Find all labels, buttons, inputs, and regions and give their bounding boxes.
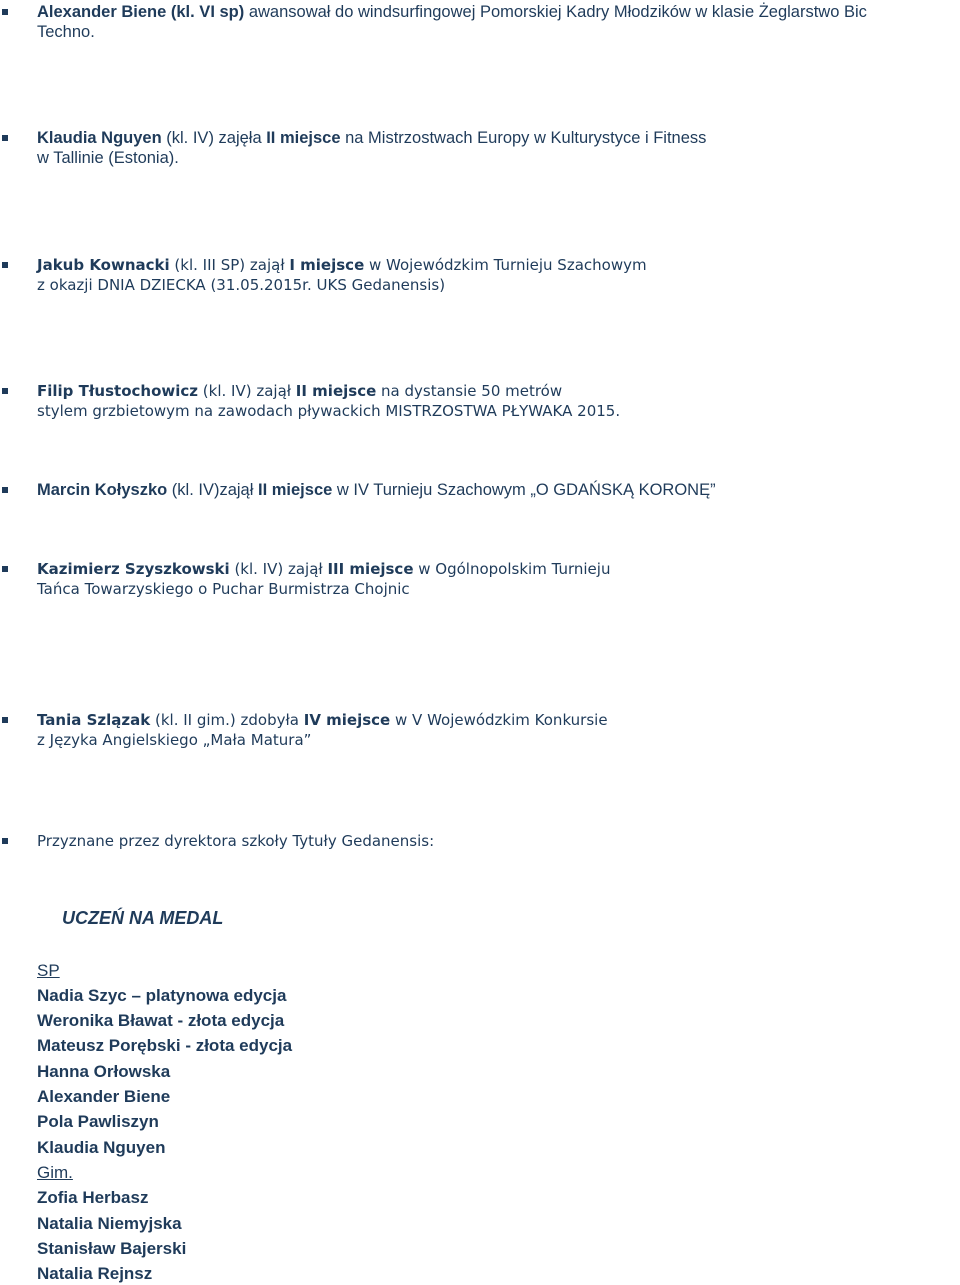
- bullet-icon: [2, 566, 8, 572]
- bullet-icon: [2, 487, 8, 493]
- sp-list-item: Mateusz Porębski - złota edycja: [37, 1036, 293, 1055]
- bullet-icon: [2, 9, 8, 15]
- student-name: Jakub Kownacki: [37, 256, 170, 274]
- gim-list-item: Stanisław Bajerski: [37, 1239, 187, 1258]
- gim-label: Gim.: [37, 1163, 73, 1182]
- bullet-icon: [2, 838, 8, 844]
- gim-list-item: Natalia Rejnsz: [37, 1264, 153, 1283]
- bullet-icon: [2, 135, 8, 141]
- gim-list-item: Natalia Niemyjska: [37, 1214, 182, 1233]
- student-name: Alexander Biene (kl. VI sp): [37, 3, 245, 21]
- sp-list-item: Pola Pawliszyn: [37, 1112, 159, 1131]
- student-name: Filip Tłustochowicz: [37, 382, 199, 400]
- student-name: Kazimierz Szyszkowski: [37, 560, 230, 578]
- sp-list-item: Nadia Szyc – platynowa edycja: [37, 986, 287, 1005]
- sp-list-item: Klaudia Nguyen: [37, 1138, 166, 1157]
- sp-list-item: Weronika Bławat - złota edycja: [37, 1011, 285, 1030]
- student-name: Tania Szlązak: [37, 711, 151, 729]
- bullet-icon: [2, 262, 8, 268]
- sp-list-item: Hanna Orłowska: [37, 1062, 171, 1081]
- gim-list-item: Zofia Herbasz: [37, 1188, 149, 1207]
- bullet-icon: [2, 388, 8, 394]
- student-name: Klaudia Nguyen: [37, 129, 162, 147]
- section-heading: UCZEŃ NA MEDAL: [62, 908, 224, 928]
- sp-label: SP: [37, 961, 60, 980]
- bullet-icon: [2, 717, 8, 723]
- sp-list-item: Alexander Biene: [37, 1087, 171, 1106]
- student-name: Marcin Kołyszko: [37, 481, 168, 499]
